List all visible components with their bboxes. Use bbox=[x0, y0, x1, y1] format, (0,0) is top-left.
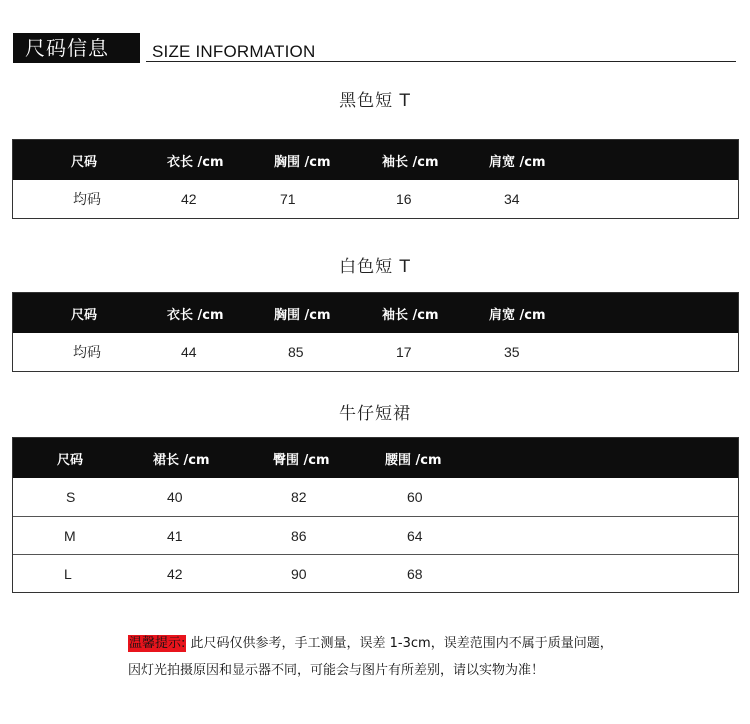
row-cell-chest: 71 bbox=[280, 191, 296, 207]
header-cell-size: 尺码 bbox=[71, 154, 98, 170]
row-cell-waist: 64 bbox=[407, 527, 423, 544]
row-cell-shoulder: 34 bbox=[504, 191, 520, 207]
row-cell-shoulder: 35 bbox=[504, 344, 520, 360]
section-header-badge: 尺码信息 bbox=[13, 33, 140, 63]
row-cell-skirt-length: 40 bbox=[167, 489, 183, 505]
row-cell-skirt-length: 41 bbox=[167, 527, 183, 544]
row-cell-size: 均码 bbox=[73, 191, 101, 207]
row-cell-waist: 60 bbox=[407, 489, 423, 505]
row-cell-waist: 68 bbox=[407, 565, 423, 582]
table-title-black-tee: 黑色短 T bbox=[339, 91, 411, 111]
size-table-denim-skirt bbox=[12, 437, 739, 593]
header-cell-sleeve: 袖长 /cm bbox=[382, 154, 439, 170]
row-cell-skirt-length: 42 bbox=[167, 565, 183, 582]
row-cell-length: 44 bbox=[181, 344, 197, 360]
table-header-row bbox=[13, 140, 738, 180]
header-cell-size: 尺码 bbox=[57, 452, 84, 468]
table-title-denim-skirt: 牛仔短裙 bbox=[339, 404, 411, 424]
note-label: 温馨提示: bbox=[129, 636, 186, 651]
header-cell-shoulder: 肩宽 /cm bbox=[489, 154, 546, 170]
note-text-1: 此尺码仅供参考，手工测量，误差 1-3cm，误差范围内不属于质量问题， bbox=[186, 636, 613, 651]
header-cell-length: 衣长 /cm bbox=[167, 307, 224, 323]
section-header-english: SIZE INFORMATION bbox=[152, 42, 316, 61]
table-header-row bbox=[13, 438, 738, 478]
header-cell-chest: 胸围 /cm bbox=[274, 154, 331, 170]
header-cell-waist: 腰围 /cm bbox=[385, 452, 442, 468]
row-cell-sleeve: 16 bbox=[396, 191, 412, 207]
row-cell-size: M bbox=[64, 527, 76, 544]
row-cell-size: 均码 bbox=[73, 344, 101, 360]
header-cell-sleeve: 袖长 /cm bbox=[382, 307, 439, 323]
header-cell-length: 衣长 /cm bbox=[167, 154, 224, 170]
table-row bbox=[13, 180, 738, 218]
row-cell-size: L bbox=[64, 565, 72, 582]
table-row bbox=[13, 554, 738, 592]
row-cell-size: S bbox=[66, 489, 76, 505]
size-note-line-1 bbox=[128, 632, 613, 651]
table-row bbox=[13, 516, 738, 554]
row-cell-length: 42 bbox=[181, 191, 197, 207]
table-row bbox=[13, 478, 738, 516]
table-title-white-tee: 白色短 T bbox=[339, 257, 411, 277]
header-cell-shoulder: 肩宽 /cm bbox=[489, 307, 546, 323]
row-cell-hip: 90 bbox=[291, 565, 307, 582]
table-header-row bbox=[13, 293, 738, 333]
row-cell-hip: 86 bbox=[291, 527, 307, 544]
header-cell-chest: 胸围 /cm bbox=[274, 307, 331, 323]
header-cell-hip: 臀围 /cm bbox=[273, 452, 330, 468]
row-cell-hip: 82 bbox=[291, 489, 307, 505]
header-cell-skirt-length: 裙长 /cm bbox=[153, 452, 210, 468]
header-divider bbox=[146, 61, 736, 62]
size-note-line-2: 因灯光拍摄原因和显示器不同，可能会与图片有所差别，请以实物为准！ bbox=[128, 663, 545, 678]
row-cell-chest: 85 bbox=[288, 344, 304, 360]
table-row bbox=[13, 333, 738, 371]
header-cell-size: 尺码 bbox=[71, 307, 98, 323]
row-cell-sleeve: 17 bbox=[396, 344, 412, 360]
size-table-black-tee bbox=[12, 139, 739, 219]
size-table-white-tee bbox=[12, 292, 739, 372]
